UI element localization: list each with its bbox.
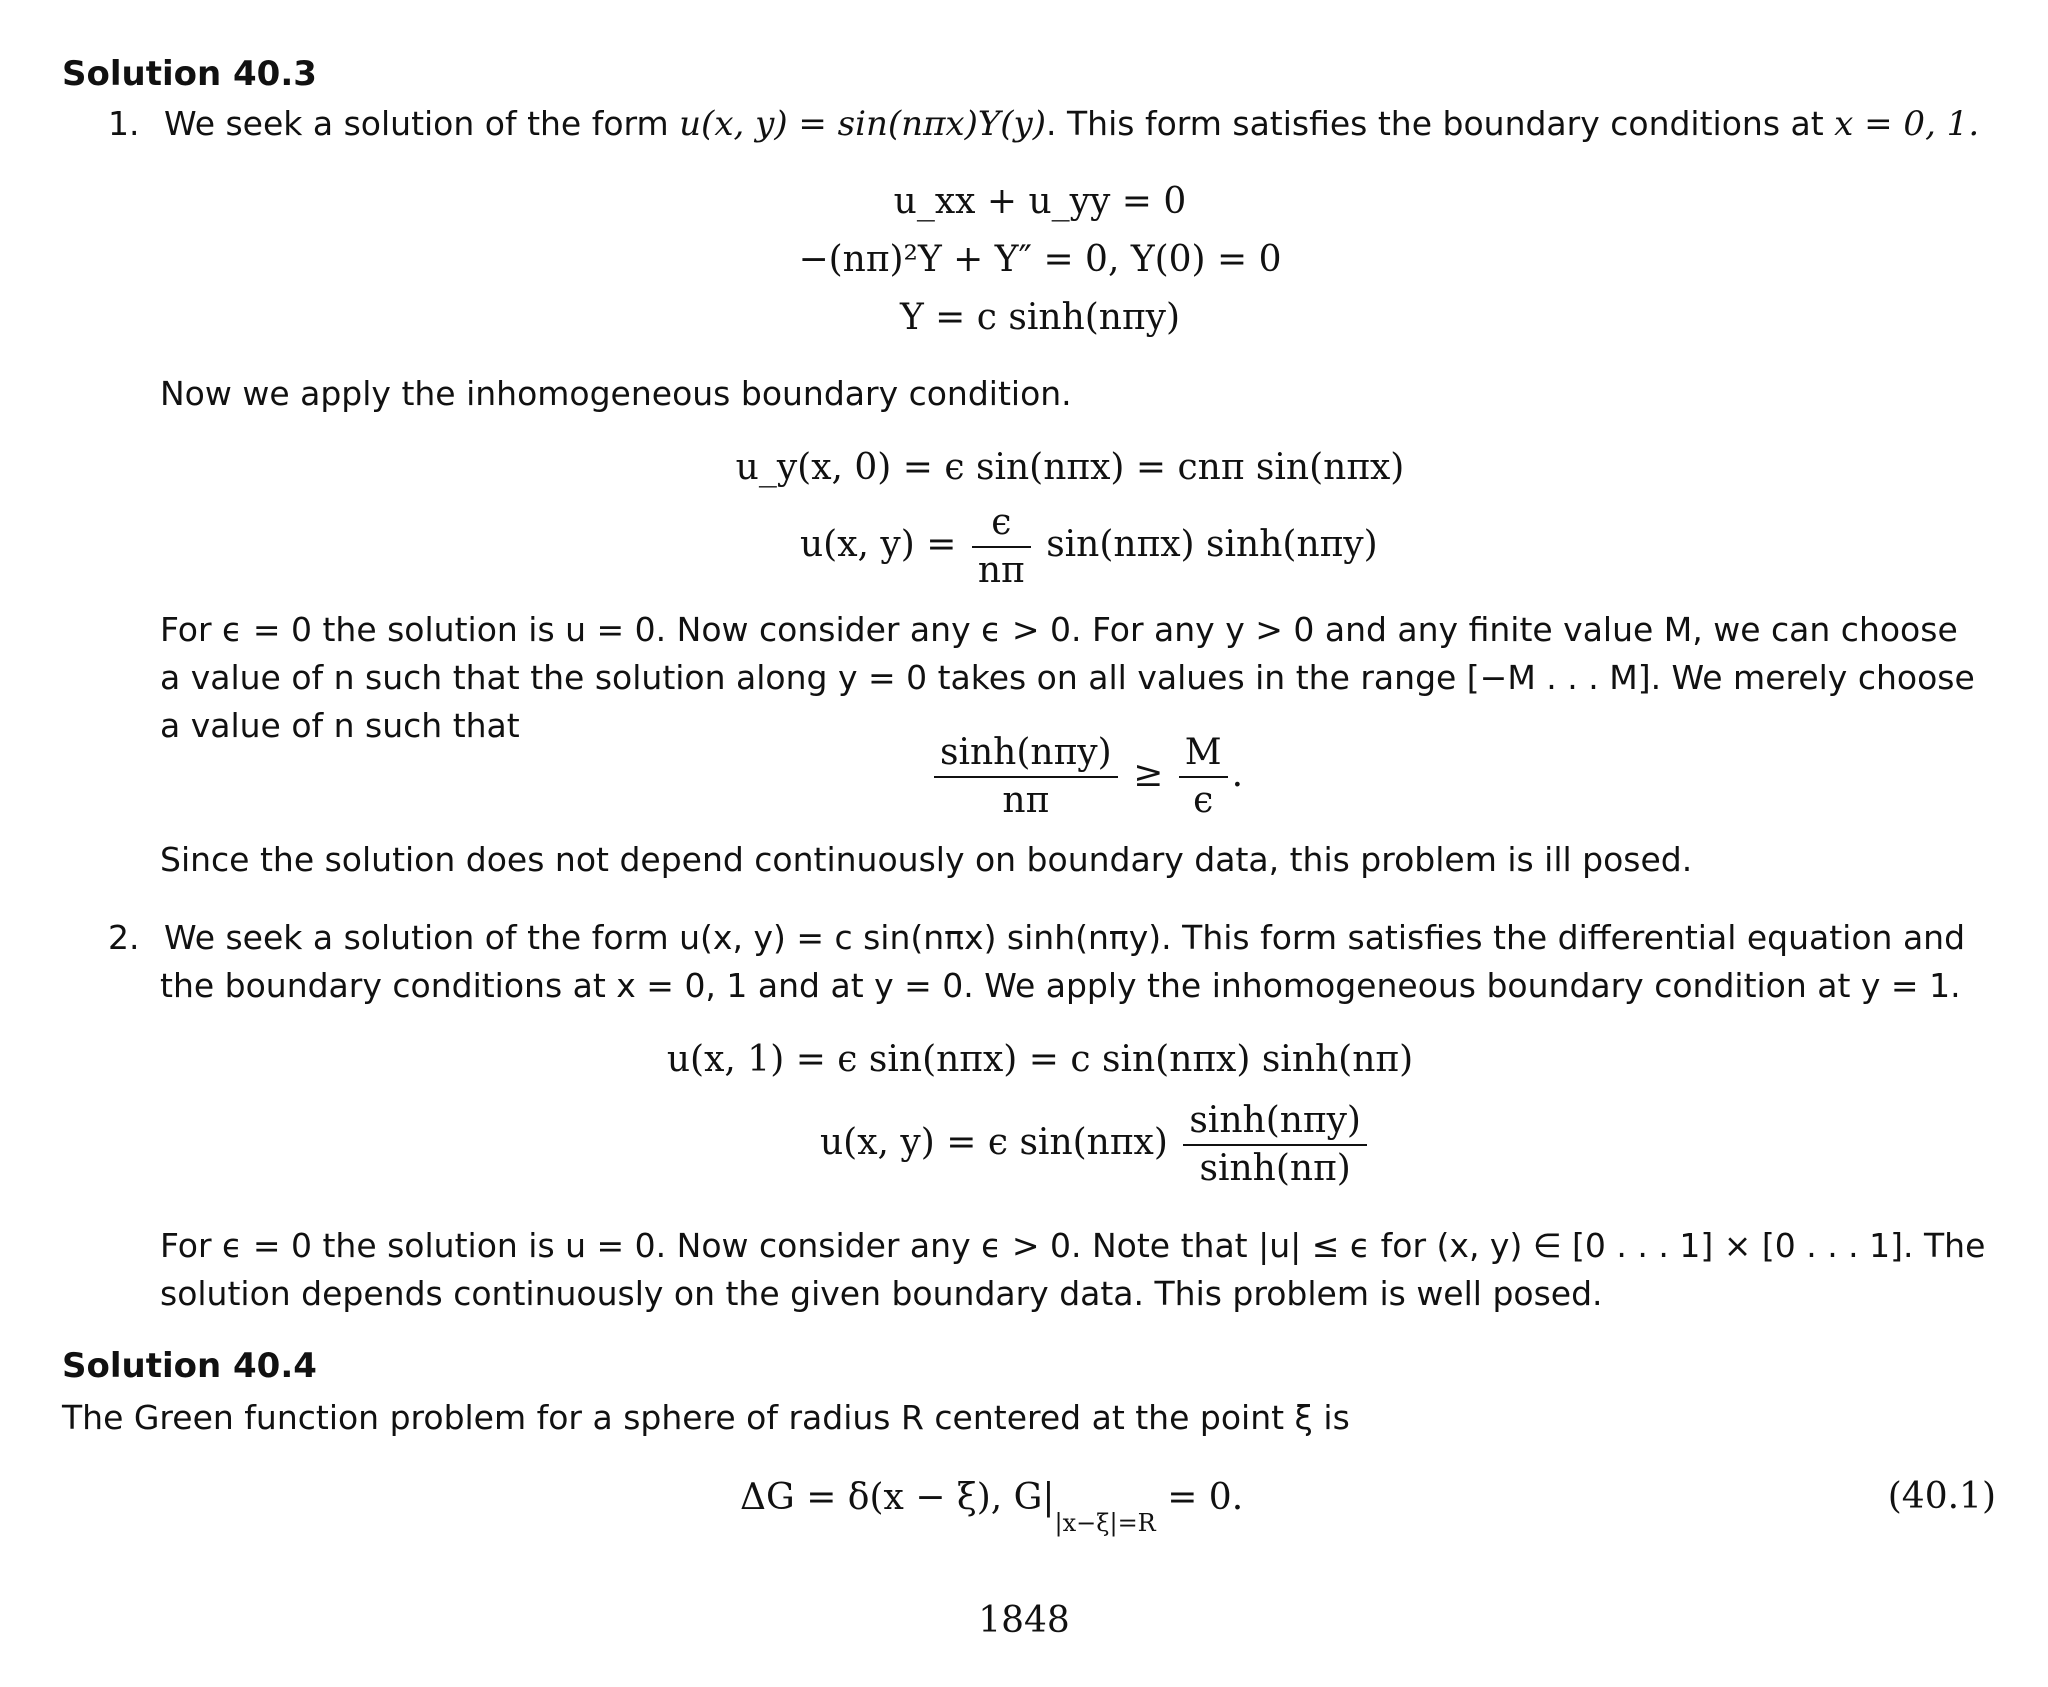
item-1-eq5-num: ϵ <box>972 500 1031 548</box>
item-2-line1 <box>108 914 1965 962</box>
item-1-ineq-left-den: nπ <box>1002 780 1050 821</box>
item-1-ineq-right-num: M <box>1179 730 1228 778</box>
item-1-marker: 1. <box>108 104 140 143</box>
item-1-eq2: −(nπ)²Y + Y″ = 0, Y(0) = 0 <box>798 239 1282 280</box>
item-1-para-line3: a value of n such that <box>160 706 520 745</box>
item-2-eq1: u(x, 1) = ϵ sin(nπx) = c sin(nπx) sinh(nπ) <box>666 1039 1414 1080</box>
item-1-eq3: Y = c sinh(nπy) <box>899 297 1181 338</box>
item-2-para-line2: solution depends continuously on the given boundary data. This problem is well posed. <box>160 1274 1603 1313</box>
item-2-eq2-den: sinh(nπ) <box>1199 1148 1351 1189</box>
item-1-para-line1: For ϵ = 0 the solution is u = 0. Now consider any ϵ > 0. For any y > 0 and any finite value M, we can choose <box>160 610 1958 649</box>
item-1-eq5-lhs: u(x, y) = <box>800 524 957 565</box>
item-2-para-line1: For ϵ = 0 the solution is u = 0. Now consider any ϵ > 0. Note that |u| ≤ ϵ for (x, y) ∈ [0 . . . 1] × [0 . . . 1]. The <box>160 1226 1986 1265</box>
item-2-marker: 2. <box>108 918 140 957</box>
item-2-line2: the boundary conditions at x = 0, 1 and at y = 0. We apply the inhomogeneous boundary condition at y = 1. <box>160 966 1961 1005</box>
item-1-ineq-right-den: ϵ <box>1193 780 1214 821</box>
solution-40-4-equation-end: = 0. <box>1155 1477 1244 1518</box>
equation-number: (40.1) <box>1887 1476 1996 1517</box>
item-1-eq5-den: nπ <box>977 550 1025 591</box>
solution-40-4-heading: Solution 40.4 <box>62 1346 317 1386</box>
item-1-ineq-right-fraction <box>1179 730 1228 824</box>
solution-40-4-equation-subscript: |x−ξ|=R <box>1054 1509 1156 1538</box>
item-1-intro-post: . This form satisfies the boundary conditions at <box>1046 104 1835 143</box>
item-2-eq2 <box>820 1098 1371 1192</box>
item-1-eq1: u_xx + u_yy = 0 <box>893 181 1187 222</box>
solution-40-3-heading: Solution 40.3 <box>62 54 317 94</box>
item-2-line1-text: We seek a solution of the form u(x, y) = c sin(nπx) sinh(nπy). This form satisfies the differential equation and <box>164 918 1966 957</box>
solution-40-4-intro: The Green function problem for a sphere of radius R centered at the point ξ is <box>62 1398 1350 1437</box>
item-1-ineq-left-fraction <box>934 730 1118 824</box>
item-1-conclusion: Since the solution does not depend continuously on boundary data, this problem is ill posed. <box>160 840 1693 879</box>
item-1-eq5-rhs: sin(nπx) sinh(nπy) <box>1046 524 1378 565</box>
item-1-intro <box>108 100 1979 148</box>
item-1-intro-end: x = 0, 1. <box>1834 104 1980 144</box>
item-1-intro-pre: We seek a solution of the form <box>164 104 680 143</box>
item-1-ineq-operator: ≥ <box>1133 754 1164 795</box>
solution-40-4-equation-main: ΔG = δ(x − ξ), G| <box>740 1477 1055 1518</box>
item-1-apply-text: Now we apply the inhomogeneous boundary condition. <box>160 374 1072 413</box>
item-2-eq2-fraction <box>1183 1098 1367 1192</box>
item-2-eq2-lhs: u(x, y) = ϵ sin(nπx) <box>820 1122 1168 1163</box>
item-1-eq4: u_y(x, 0) = ϵ sin(nπx) = cnπ sin(nπx) <box>735 447 1405 488</box>
item-1-eq5 <box>800 500 1378 594</box>
item-1-inequality: $\frac{\text{sinh(nπy)}}{n\pi}$ ≥ $\frac{M}{\epsilon}$ . <box>930 730 1243 824</box>
solution-40-4-equation <box>740 1476 1244 1538</box>
page-number: 1848 <box>978 1600 1070 1641</box>
item-1-intro-form: u(x, y) = sin(nπx)Y(y) <box>679 104 1047 144</box>
item-1-ineq-left-num: sinh(nπy) <box>934 730 1118 778</box>
item-1-para-line2: a value of n such that the solution along y = 0 takes on all values in the range [−M . . . M]. We merely choose <box>160 658 1975 697</box>
item-1-eq5-fraction <box>972 500 1031 594</box>
item-2-eq2-num: sinh(nπy) <box>1183 1098 1367 1146</box>
